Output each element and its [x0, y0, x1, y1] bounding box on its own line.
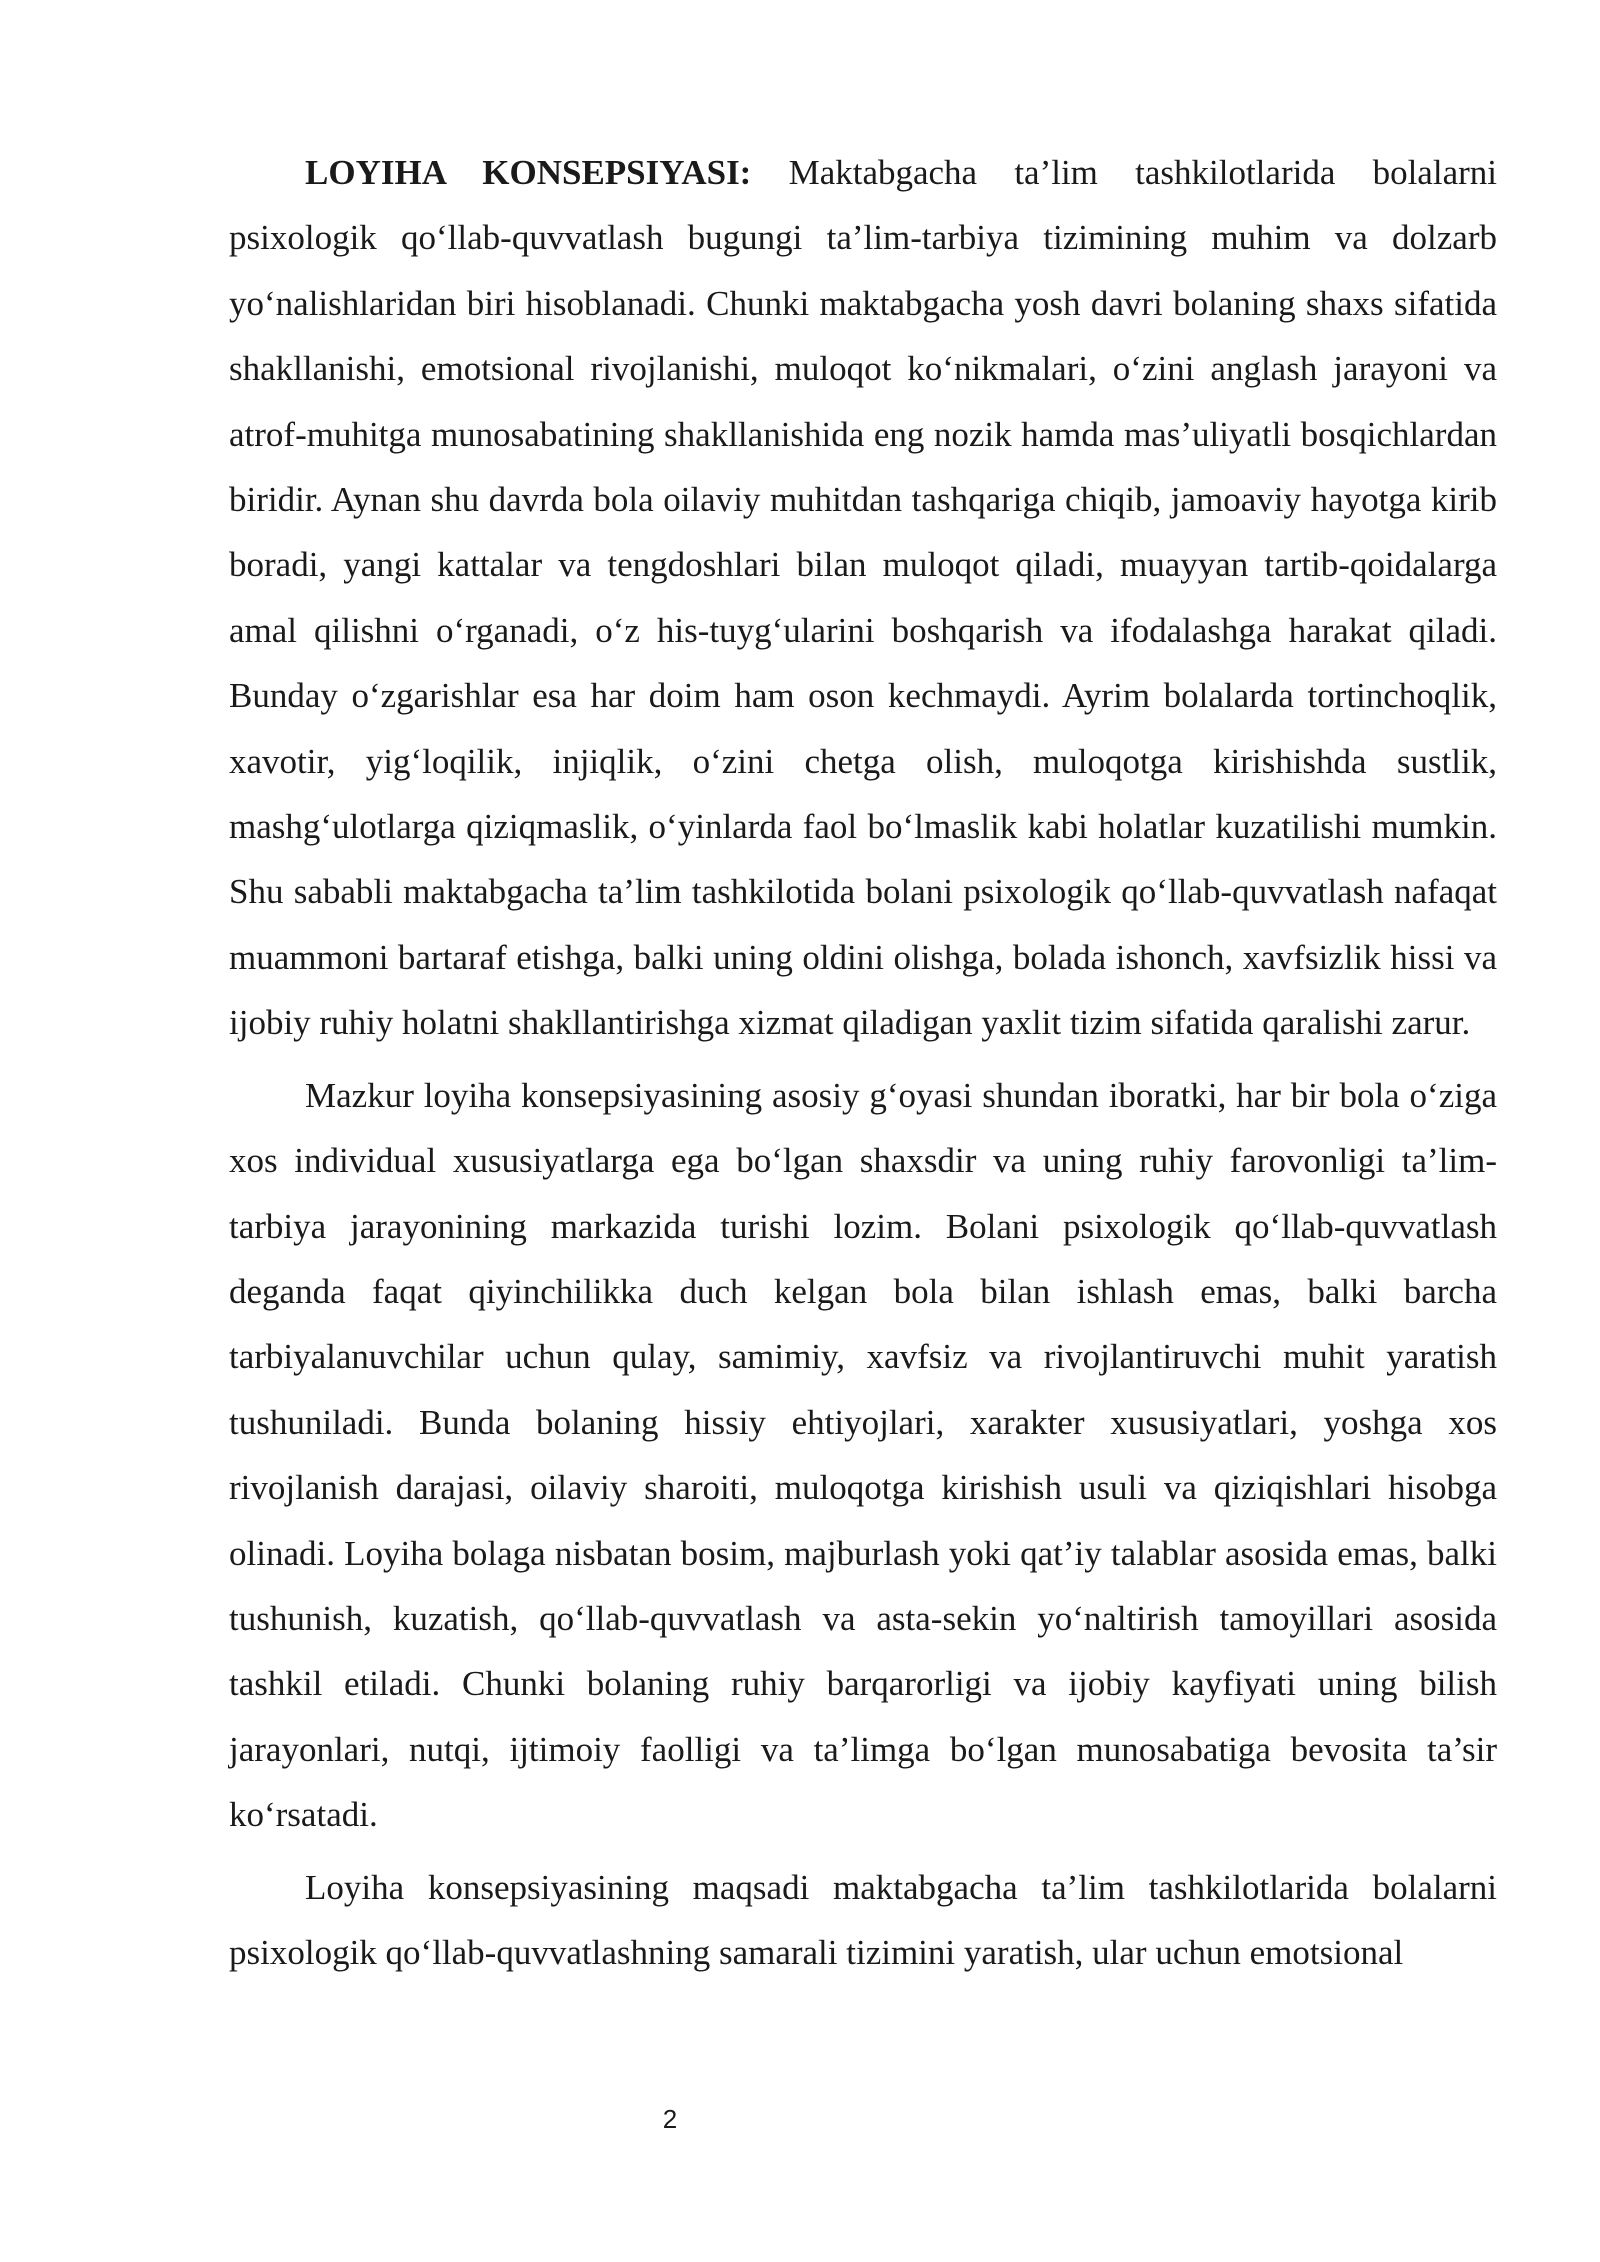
paragraph-concept-intro: [229, 140, 1497, 1056]
section-heading-lead: LOYIHA KONSEPSIYASI:: [305, 153, 752, 192]
paragraph-goal: [229, 1855, 1497, 1986]
document-body: [229, 140, 1497, 1992]
paragraph-main-idea: [229, 1063, 1497, 1848]
paragraph-text: Mazkur loyiha konsepsiyasining asosiy g‘oyasi shundan iboratki, har bir bola o‘ziga xos individual xususiyatlarga ega bo‘lgan shaxsdir va uning ruhiy farovonligi ta’lim-tarbiya jarayonining markazida turishi lozim. Bolani psixologik qo‘llab-quvvatlash deganda faqat qiyinchilikka duch kelgan bola bilan ishlash emas, balki barcha tarbiyalanuvchilar uchun qulay, samimiy, xavfsiz va rivojlantiruvchi muhit yaratish tushuniladi. Bunda bolaning hissiy ehtiyojlari, xarakter xususiyatlari, yoshga xos rivojlanish darajasi, oilaviy sharoiti, muloqotga kirishish usuli va qiziqishlari hisobga olinadi. Loyiha bolaga nisbatan bosim, majburlash yoki qat’iy talablar asosida emas, balki tushunish, kuzatish, qo‘llab-quvvatlash va asta-sekin yo‘naltirish tamoyillari asosida tashkil etiladi. Chunki bolaning ruhiy barqarorligi va ijobiy kayfiyati uning bilish jarayonlari, nutqi, ijtimoiy faolligi va ta’limga bo‘lgan munosabatiga bevosita ta’sir ko‘rsatadi.: [229, 1075, 1497, 1835]
paragraph-text: Loyiha konsepsiyasining maqsadi maktabgacha ta’lim tashkilotlarida bolalarni psixologik qo‘llab-quvvatlashning samarali tizimini yaratish, ular uchun emotsional: [229, 1867, 1497, 1972]
page-number: 2: [662, 2104, 678, 2134]
paragraph-text: Maktabgacha ta’lim tashkilotlarida bolalarni psixologik qo‘llab-quvvatlash bugungi ta’lim-tarbiya tizimining muhim va dolzarb yo‘nalishlaridan biri hisoblanadi. Chunki maktabgacha yosh davri bolaning shaxs sifatida shakllanishi, emotsional rivojlanishi, muloqot ko‘nikmalari, o‘zini anglash jarayoni va atrof-muhitga munosabatining shakllanishida eng nozik hamda mas’uliyatli bosqichlardan biridir. Aynan shu davrda bola oilaviy muhitdan tashqariga chiqib, jamoaviy hayotga kirib boradi, yangi kattalar va tengdoshlari bilan muloqot qiladi, muayyan tartib-qoidalarga amal qilishni o‘rganadi, o‘z his-tuyg‘ularini boshqarish va ifodalashga harakat qiladi. Bunday o‘zgarishlar esa har doim ham oson kechmaydi. Ayrim bolalarda tortinchoqlik, xavotir, yig‘loqilik, injiqlik, o‘zini chetga olish, muloqotga kirishishda sustlik, mashg‘ulotlarga qiziqmaslik, o‘yinlarda faol bo‘lmaslik kabi holatlar kuzatilishi mumkin. Shu sababli maktabgacha ta’lim tashkilotida bolani psixologik qo‘llab-quvvatlash nafaqat muammoni bartaraf etishga, balki uning oldini olishga, bolada ishonch, xavfsizlik hissi va ijobiy ruhiy holatni shakllantirishga xizmat qiladigan yaxlit tizim sifatida qaralishi zarur.: [229, 153, 1497, 1043]
